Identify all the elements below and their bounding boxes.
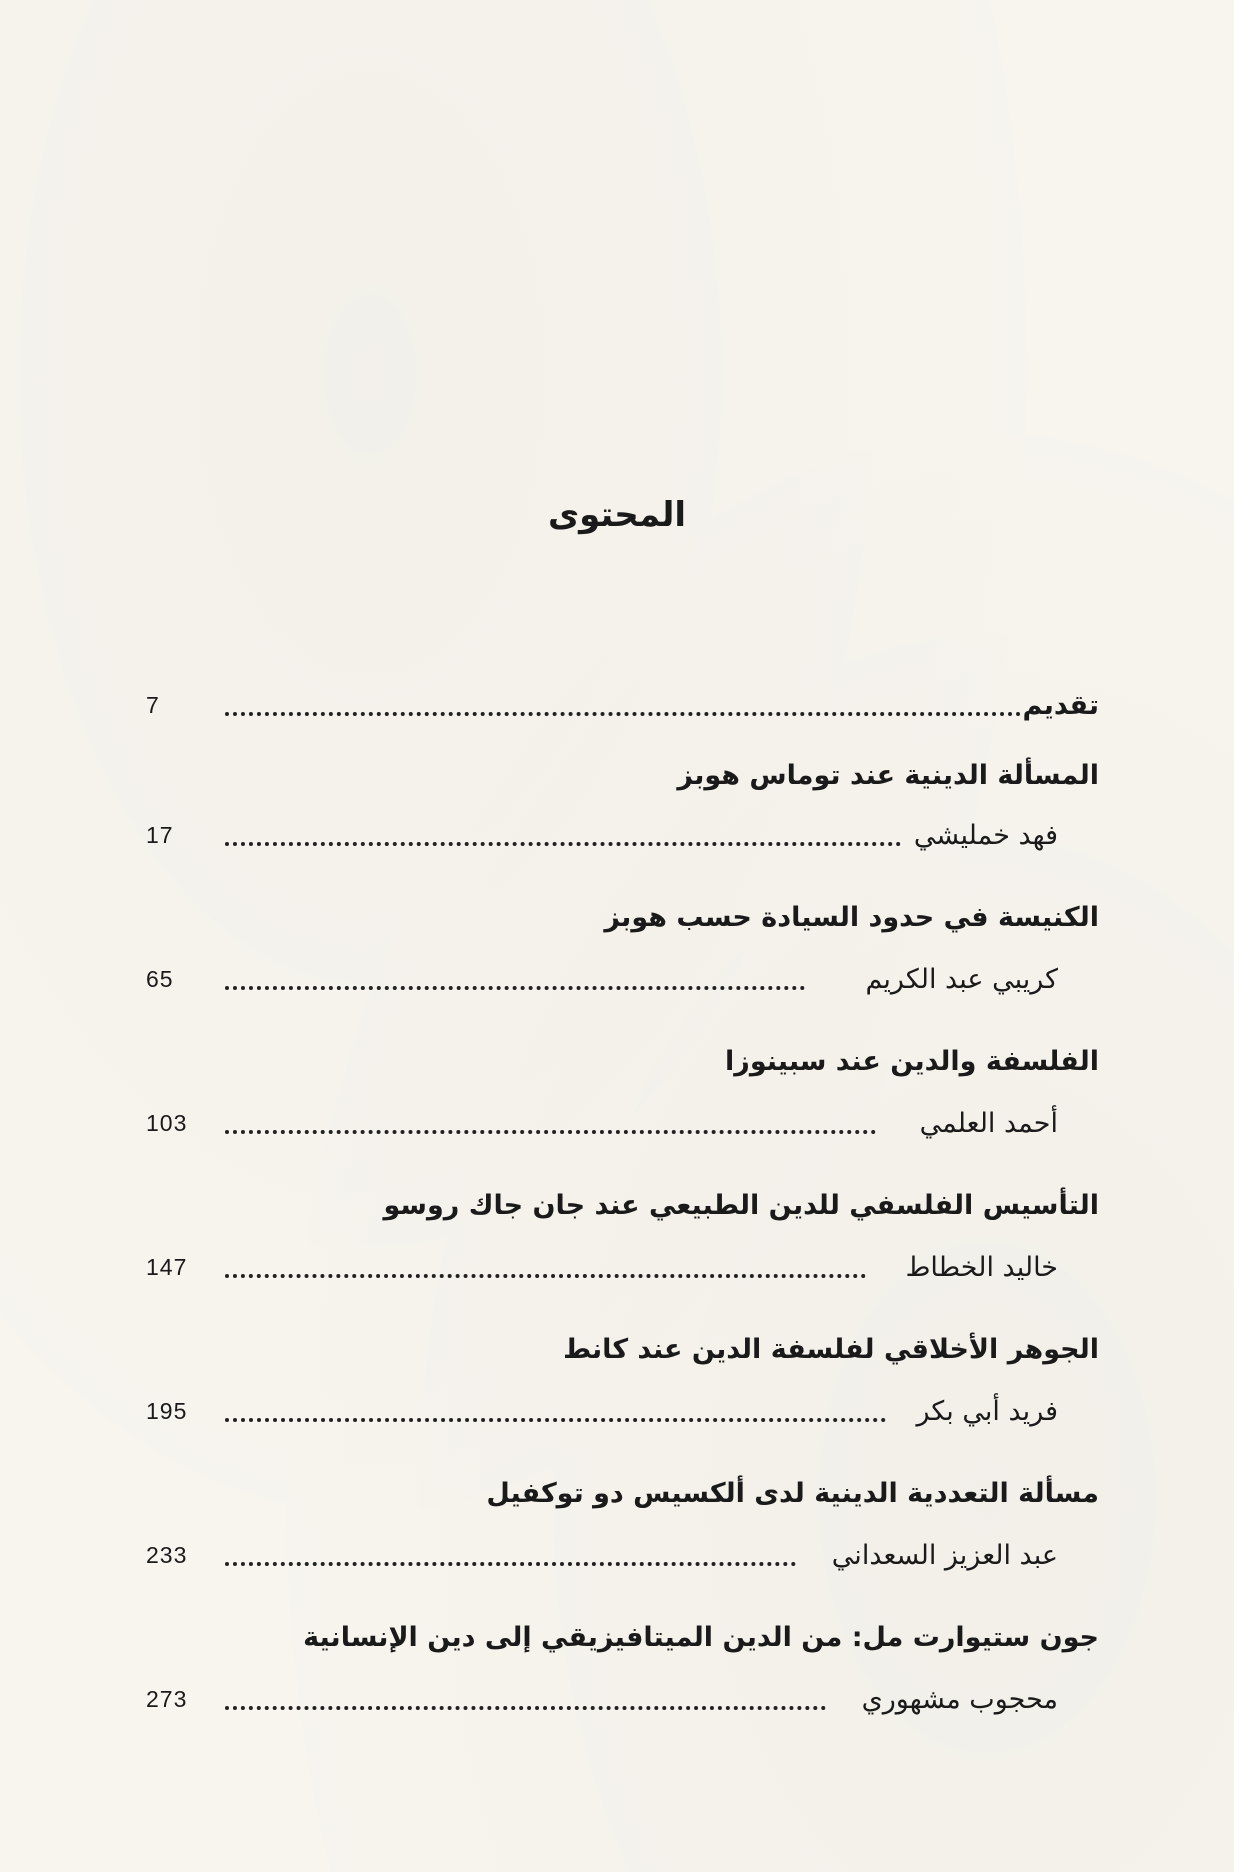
toc-entry-title: تقديم xyxy=(1022,690,1099,721)
page-number: 147 xyxy=(146,1254,188,1280)
page-number: 273 xyxy=(146,1686,188,1712)
toc-entry-title: جون ستيوارت مل: من الدين الميتافيزيقي إلى دين الإنسانية xyxy=(303,1622,1099,1653)
page-number: 65 xyxy=(146,966,174,992)
toc-entry-author: أحمد العلمي xyxy=(919,1108,1058,1139)
page-number: 195 xyxy=(146,1398,188,1424)
toc-entry-title: التأسيس الفلسفي للدين الطبيعي عند جان جاك روسو xyxy=(383,1190,1099,1221)
toc-entry-author: فهد خمليشي xyxy=(913,820,1058,851)
dot-leader xyxy=(225,1562,796,1566)
dot-leader xyxy=(225,1130,876,1134)
dot-leader xyxy=(225,842,901,846)
page-number: 233 xyxy=(146,1542,188,1568)
toc-entry-author: محجوب مشهوري xyxy=(861,1684,1058,1715)
dot-leader xyxy=(225,712,1021,716)
toc-entry-title: المسألة الدينية عند توماس هوبز xyxy=(677,760,1099,791)
toc-entry-author: فريد أبي بكر xyxy=(916,1396,1058,1427)
page-title: المحتوى xyxy=(547,495,687,535)
toc-entry-title: الفلسفة والدين عند سبينوزا xyxy=(725,1046,1099,1077)
toc-entry-title: مسألة التعددية الدينية لدى ألكسيس دو توكفيل xyxy=(486,1478,1099,1509)
toc-entry-author: كريبي عبد الكريم xyxy=(865,964,1058,995)
dot-leader xyxy=(225,986,805,990)
dot-leader xyxy=(225,1418,886,1422)
toc-entry-author: عبد العزيز السعداني xyxy=(831,1540,1058,1571)
toc-entry-title: الكنيسة في حدود السيادة حسب هوبز xyxy=(604,902,1099,933)
page-number: 7 xyxy=(146,692,160,718)
toc-entry-title: الجوهر الأخلاقي لفلسفة الدين عند كانط xyxy=(563,1334,1099,1365)
toc-entry-author: خاليد الخطاط xyxy=(905,1252,1058,1283)
dot-leader xyxy=(225,1274,866,1278)
page-number: 103 xyxy=(146,1110,188,1136)
page-number: 17 xyxy=(146,822,174,848)
dot-leader xyxy=(225,1706,826,1710)
